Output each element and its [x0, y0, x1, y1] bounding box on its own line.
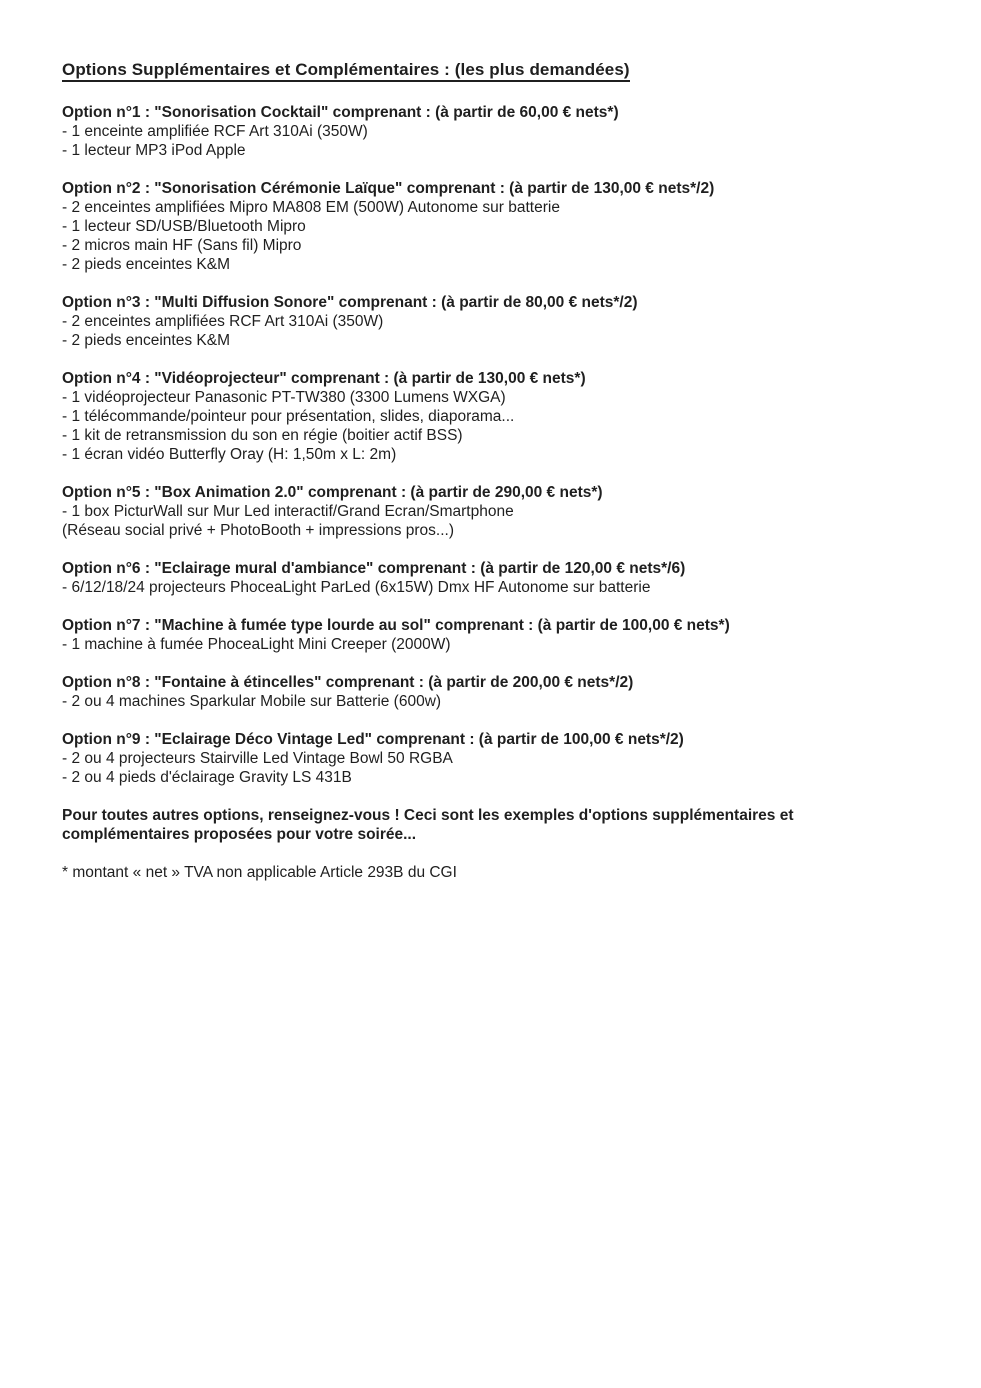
- option-item: - 1 enceinte amplifiée RCF Art 310Ai (350W): [62, 123, 368, 140]
- option-block-7: [62, 616, 911, 654]
- option-header: Option n°1 : "Sonorisation Cocktail" comprenant : (à partir de 60,00 € nets*): [62, 104, 619, 121]
- option-block-2: [62, 179, 911, 274]
- option-item: - 2 ou 4 projecteurs Stairville Led Vintage Bowl 50 RGBA: [62, 750, 453, 767]
- option-item: - 1 box PicturWall sur Mur Led interactif/Grand Ecran/Smartphone: [62, 503, 514, 520]
- option-item: - 2 ou 4 machines Sparkular Mobile sur Batterie (600w): [62, 693, 442, 710]
- closing-note: Pour toutes autres options, renseignez-vous ! Ceci sont les exemples d'options supplémentaires et complémentaires proposées pour votre soirée...: [62, 807, 794, 843]
- option-item: - 2 enceintes amplifiées Mipro MA808 EM (500W) Autonome sur batterie: [62, 199, 560, 216]
- option-item: - 1 kit de retransmission du son en régie (boitier actif BSS): [62, 427, 463, 444]
- option-header: Option n°4 : "Vidéoprojecteur" comprenant : (à partir de 130,00 € nets*): [62, 370, 586, 387]
- option-block-1: [62, 103, 911, 160]
- option-item: - 2 pieds enceintes K&M: [62, 256, 231, 273]
- option-item: - 2 enceintes amplifiées RCF Art 310Ai (350W): [62, 313, 384, 330]
- option-item: - 2 pieds enceintes K&M: [62, 332, 231, 349]
- option-item: - 1 écran vidéo Butterfly Oray (H: 1,50m x L: 2m): [62, 446, 397, 463]
- option-header: Option n°8 : "Fontaine à étincelles" comprenant : (à partir de 200,00 € nets*/2): [62, 674, 634, 691]
- option-header: Option n°7 : "Machine à fumée type lourde au sol" comprenant : (à partir de 100,00 € nets*): [62, 617, 730, 634]
- option-item: - 1 télécommande/pointeur pour présentation, slides, diaporama...: [62, 408, 515, 425]
- option-item: - 1 vidéoprojecteur Panasonic PT-TW380 (3300 Lumens WXGA): [62, 389, 506, 406]
- option-item: - 1 machine à fumée PhoceaLight Mini Creeper (2000W): [62, 636, 451, 653]
- option-item: - 1 lecteur SD/USB/Bluetooth Mipro: [62, 218, 306, 235]
- option-item: - 2 micros main HF (Sans fil) Mipro: [62, 237, 302, 254]
- option-header: Option n°3 : "Multi Diffusion Sonore" comprenant : (à partir de 80,00 € nets*/2): [62, 294, 638, 311]
- option-item: - 2 ou 4 pieds d'éclairage Gravity LS 431B: [62, 769, 352, 786]
- footnote: * montant « net » TVA non applicable Article 293B du CGI: [62, 864, 457, 881]
- option-header: Option n°5 : "Box Animation 2.0" comprenant : (à partir de 290,00 € nets*): [62, 484, 603, 501]
- option-block-6: [62, 559, 911, 597]
- option-header: Option n°2 : "Sonorisation Cérémonie Laïque" comprenant : (à partir de 130,00 € nets*/2): [62, 180, 715, 197]
- option-block-8: [62, 673, 911, 711]
- option-block-9: [62, 730, 911, 787]
- option-item: - 6/12/18/24 projecteurs PhoceaLight ParLed (6x15W) Dmx HF Autonome sur batterie: [62, 579, 651, 596]
- page-title: Options Supplémentaires et Complémentaires : (les plus demandées): [62, 60, 630, 82]
- option-header: Option n°6 : "Eclairage mural d'ambiance" comprenant : (à partir de 120,00 € nets*/6): [62, 560, 686, 577]
- option-item: - 1 lecteur MP3 iPod Apple: [62, 142, 246, 159]
- option-block-4: [62, 369, 911, 464]
- option-block-3: [62, 293, 911, 350]
- option-item: (Réseau social privé + PhotoBooth + impressions pros...): [62, 522, 454, 539]
- option-header: Option n°9 : "Eclairage Déco Vintage Led" comprenant : (à partir de 100,00 € nets*/2): [62, 731, 684, 748]
- option-block-5: [62, 483, 911, 540]
